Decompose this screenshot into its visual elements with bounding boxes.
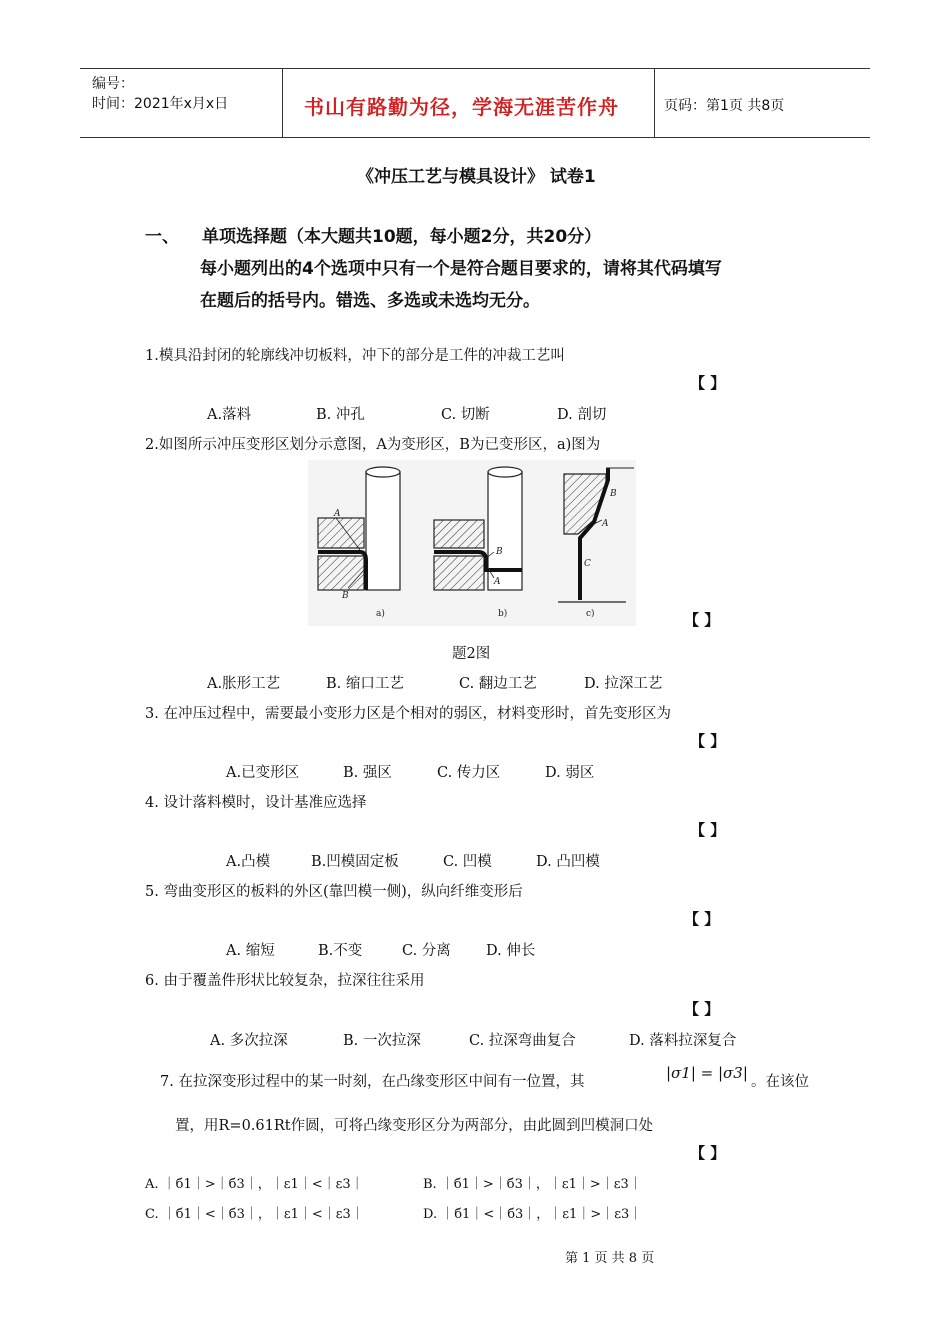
header-motto-cell	[282, 69, 655, 137]
question-3-stem: 3. 在冲压过程中，需要最小变形力区是个相对的弱区，材料变形时，首先变形区为	[145, 706, 671, 722]
q6-option-b: B. 一次拉深	[343, 1033, 421, 1049]
page-info: 页码：第1页 共8页	[664, 98, 785, 114]
q1-option-a: A.落料	[207, 407, 252, 423]
q1-option-d: D. 剖切	[557, 407, 607, 423]
q6-option-c: C. 拉深弯曲复合	[469, 1033, 576, 1049]
section-heading: 单项选择题（本大题共10题，每小题2分，共20分）	[202, 227, 602, 247]
figure-caption: 题2图	[452, 646, 491, 662]
answer-bracket: 【 】	[690, 1144, 726, 1162]
q1-option-b: B. 冲孔	[316, 407, 365, 423]
q4-option-d: D. 凸凹模	[536, 854, 600, 870]
section-instruction-2: 在题后的括号内。错选、多选或未选均无分。	[200, 291, 540, 311]
figure-b	[434, 467, 522, 590]
question-5-stem: 5. 弯曲变形区的板料的外区(靠凹模一侧)，纵向纤维变形后	[145, 884, 523, 900]
question-1-stem: 1.模具沿封闭的轮廓线冲切板料，冲下的部分是工件的冲裁工艺叫	[145, 348, 565, 364]
fig-caption-a: a)	[376, 609, 385, 619]
fig-caption-b: b)	[498, 609, 508, 619]
doc-title: 《冲压工艺与模具设计》 试卷1	[357, 167, 596, 187]
fig-label: B	[342, 591, 349, 601]
q4-option-a: A.凸模	[226, 854, 271, 870]
question-7-stem-c: 置，用R=0.61Rt作圆，可将凸缘变形区分为两部分，由此圆到凹模洞口处	[175, 1118, 654, 1134]
q7-option-d: D. ｜б1｜<｜б3｜，｜ε1｜>｜ε3｜	[423, 1207, 643, 1222]
fig-label: A	[494, 577, 501, 587]
answer-bracket: 【 】	[690, 732, 726, 750]
fig-caption-c: c)	[586, 609, 595, 619]
page-footer: 第 1 页 共 8 页	[565, 1251, 655, 1266]
q1-option-c: C. 切断	[441, 407, 490, 423]
question-4-stem: 4. 设计落料模时，设计基准应选择	[145, 795, 367, 811]
section-number: 一、	[145, 227, 179, 247]
figure-a	[318, 467, 400, 590]
q5-option-a: A. 缩短	[226, 943, 275, 959]
q3-option-a: A.已变形区	[226, 765, 300, 781]
q6-option-d: D. 落料拉深复合	[629, 1033, 737, 1049]
header-page-cell	[654, 69, 870, 137]
time-label: 时间：2021年x月x日	[92, 96, 229, 112]
q5-option-b: B.不变	[318, 943, 363, 959]
figure-c	[558, 468, 634, 602]
q4-option-b: B.凹模固定板	[311, 854, 399, 870]
motto: 书山有路勤为径，学海无涯苦作舟	[304, 95, 619, 119]
q7-option-b: B. ｜б1｜>｜б3｜，｜ε1｜>｜ε3｜	[423, 1177, 642, 1192]
section-instruction-1: 每小题列出的4个选项中只有一个是符合题目要求的，请将其代码填写	[200, 259, 722, 279]
q2-option-a: A.胀形工艺	[207, 676, 281, 692]
q2-option-b: B. 缩口工艺	[326, 676, 404, 692]
fig-label: B	[496, 547, 503, 557]
stamping-diagram	[308, 460, 636, 626]
q7-option-a: A. ｜б1｜>｜б3｜，｜ε1｜<｜ε3｜	[145, 1177, 364, 1192]
question-2-stem: 2.如图所示冲压变形区划分示意图，A为变形区，B为已变形区，a)图为	[145, 437, 601, 453]
question-7-stem-a: 7. 在拉深变形过程中的某一时刻，在凸缘变形区中间有一位置，其	[160, 1074, 585, 1090]
header-table	[80, 68, 870, 138]
fig-label: B	[610, 489, 617, 499]
q3-option-c: C. 传力区	[437, 765, 501, 781]
q2-option-d: D. 拉深工艺	[584, 676, 663, 692]
answer-bracket: 【 】	[690, 374, 726, 392]
question-2-figure	[308, 460, 636, 626]
answer-bracket: 【 】	[690, 821, 726, 839]
q3-option-b: B. 强区	[343, 765, 392, 781]
q5-option-c: C. 分离	[402, 943, 451, 959]
q3-option-d: D. 弱区	[545, 765, 595, 781]
q4-option-c: C. 凹模	[443, 854, 492, 870]
q2-option-c: C. 翻边工艺	[459, 676, 537, 692]
answer-bracket: 【 】	[684, 1000, 720, 1018]
q6-option-a: A. 多次拉深	[210, 1033, 288, 1049]
fig-label: A	[602, 519, 609, 529]
question-6-stem: 6. 由于覆盖件形状比较复杂，拉深往往采用	[145, 973, 425, 989]
q5-option-d: D. 伸长	[486, 943, 536, 959]
fig-label: A	[334, 509, 341, 519]
stress-formula: |σ1| = |σ3|	[666, 1064, 748, 1082]
q7-option-c: C. ｜б1｜<｜б3｜，｜ε1｜<｜ε3｜	[145, 1207, 364, 1222]
question-7-stem-b: 。在该位	[751, 1074, 809, 1090]
answer-bracket: 【 】	[684, 611, 720, 629]
number-label: 编号：	[92, 76, 134, 92]
answer-bracket: 【 】	[684, 910, 720, 928]
header-left-cell	[80, 69, 283, 137]
fig-label: C	[584, 559, 591, 569]
